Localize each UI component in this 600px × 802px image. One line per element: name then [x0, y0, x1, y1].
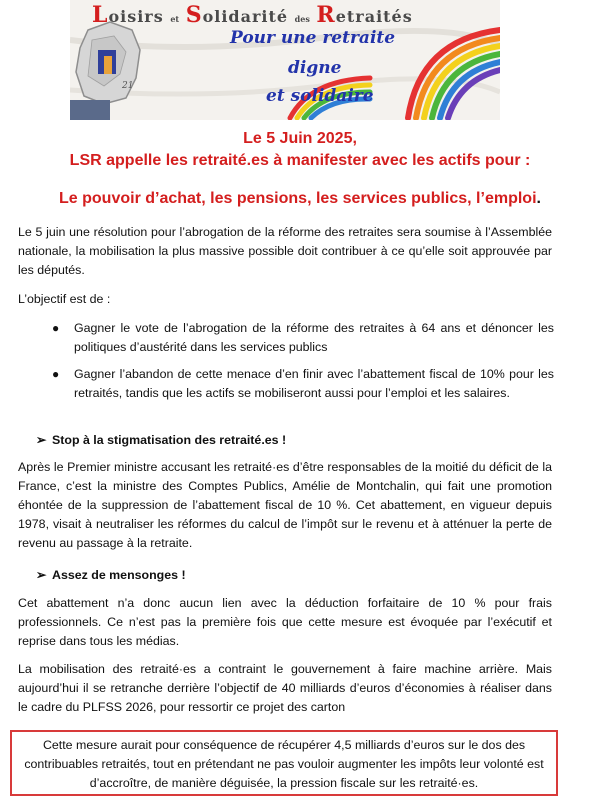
objective-label: L’objectif est de : — [18, 292, 111, 306]
intro-paragraph: Le 5 juin une résolution pour l’abrogation de la réforme des retraites sera soumise à l’Assemblée nationale, la mobilisation la plus massive possible doit contribuer à ce qu’elle soit approuvée par les députés. — [18, 225, 552, 277]
arrow-right-icon: ➢ — [36, 568, 47, 582]
section-title-stigmatisation: ➢ Stop à la stigmatisation des retraité.es ! — [36, 433, 287, 447]
slogan-line-2: digne — [288, 58, 342, 78]
organization-name: Loisirs et Solidarité des Retraités — [92, 2, 413, 28]
list-item: ● Gagner l’abandon de cette menace d’en finir avec l’abattement fiscal de 10% pour les retraités, tandis que les actifs se mobiliseront aussi pour l’emploi et les salaires. — [52, 367, 554, 400]
mensonges-paragraph: Cet abattement n’a donc aucun lien avec la déduction forfaitaire de 10 % pour frais professionnels. Ce n’est pas la première fois que cette mesure est évoquée par l’exécutif et reprise dans tous les médias. — [18, 596, 552, 648]
mobilisation-paragraph: La mobilisation des retraité·es a contraint le gouvernement à faire machine arrière. Mais aujourd’hui il se retranche derrière l’objectif de 40 milliards d’euros d’économies à réaliser dans le cadre du PLFSS 2026, pour ressortir ce projet des carton — [18, 662, 552, 714]
section-title-mensonges: ➢ Assez de mensonges ! — [36, 568, 186, 582]
objective-list — [52, 319, 554, 411]
bullet-icon: ● — [52, 321, 60, 335]
date-heading: Le 5 Juin 2025, — [243, 130, 357, 147]
list-item: ● Gagner le vote de l’abrogation de la réforme des retraites à 64 ans et dénoncer les politiques d’austérité dans les services publics — [52, 321, 554, 354]
stigmatisation-paragraph: Après le Premier ministre accusant les retraité·es d’être responsables de la moitié du déficit de la France, c’est la ministre des Comptes Publics, Amélie de Montchalin, qui fait une promotion éhontée de la suppression de l’abattement fiscal de 10 %. Cet abattement, en vigueur depuis 1978, visait à neutraliser les réformes du calcul de l’impôt sur le revenu et à atténuer la perte de revenu au passage à la retraite. — [18, 460, 552, 550]
header-banner — [70, 0, 500, 120]
map-badge-number: 21 — [122, 81, 134, 91]
slogan-line-3: et solidaire — [266, 86, 374, 106]
topics-heading: Le pouvoir d’achat, les pensions, les services publics, l’emploi. — [59, 190, 541, 207]
highlight-text: Cette mesure aurait pour conséquence de récupérer 4,5 milliards d’euros sur le dos des contribuables retraités, tout en prétendant ne pas vouloir augmenter les impôts leur volonté est d’accroître, de manière déguisée, la pression fiscale sur les retraité·es. — [24, 738, 544, 790]
bullet-icon: ● — [52, 367, 60, 381]
arrow-right-icon: ➢ — [36, 433, 47, 447]
highlight-box — [10, 730, 558, 796]
call-heading: LSR appelle les retraité.es à manifester avec les actifs pour : — [69, 152, 531, 169]
slogan-line-1: Pour une retraite — [230, 28, 396, 48]
